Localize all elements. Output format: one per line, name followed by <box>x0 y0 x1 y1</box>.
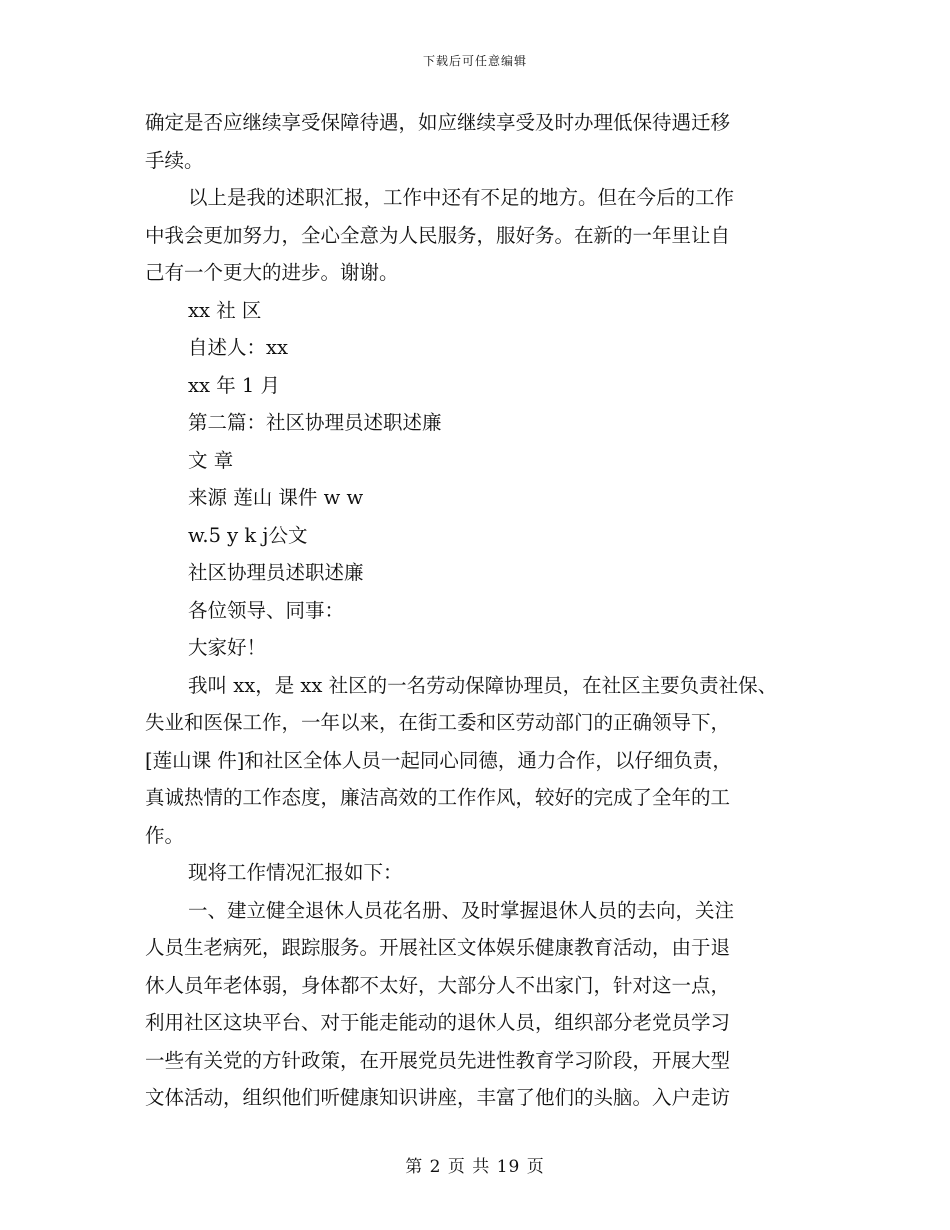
page-footer: 第 2 页 共 19 页 <box>405 1157 545 1177</box>
text-line: 一、建立健全退休人员花名册、及时掌握退休人员的去向，关注 <box>188 898 735 922</box>
text-line: xx 年 1 月 <box>188 373 280 397</box>
text-line: 一些有关党的方针政策，在开展党员先进性教育学习阶段，开展大型 <box>145 1048 731 1072</box>
text-line: 休人员年老体弱，身体都不太好，大部分人不出家门，针对这一点， <box>145 973 731 997</box>
text-line: 来源 莲山 课件 w w <box>188 486 364 509</box>
text-line: 己有一个更大的进步。谢谢。 <box>145 261 399 284</box>
text-line: 社区协理员述职述廉 <box>188 561 364 584</box>
text-line: [莲山课 件]和社区全体人员一起同心同德，通力合作，以仔细负责， <box>145 748 732 772</box>
text-line: 人员生老病死，跟踪服务。开展社区文体娱乐健康教育活动，由于退 <box>145 936 731 959</box>
text-line: 中我会更加努力，全心全意为人民服务，服好务。在新的一年里让自 <box>145 223 731 247</box>
text-line: 文体活动，组织他们听健康知识讲座，丰富了他们的头脑。入户走访 <box>145 1086 731 1109</box>
text-line: 自述人：xx <box>188 336 288 359</box>
text-line: 作。 <box>145 823 185 847</box>
text-line: 大家好！ <box>188 636 267 659</box>
document-body <box>145 104 845 1117</box>
page-header: 下载后可任意编辑 <box>422 54 527 68</box>
text-line: 各位领导、同事： <box>188 598 345 622</box>
text-line: 利用社区这块平台、对于能走能动的退休人员，组织部分老党员学习 <box>145 1011 731 1034</box>
text-line: 确定是否应继续享受保障待遇，如应继续享受及时办理低保待遇迁移 <box>145 111 731 134</box>
text-line: xx 社 区 <box>188 298 262 322</box>
text-line: w.5 y k j公文 <box>188 523 308 547</box>
text-line: 失业和医保工作，一年以来，在街工委和区劳动部门的正确领导下， <box>145 711 731 734</box>
text-line: 我叫 xx，是 xx 社区的一名劳动保障协理员，在社区主要负责社保、 <box>188 673 778 697</box>
text-line: 文 章 <box>188 448 234 472</box>
text-line: 以上是我的述职汇报，工作中还有不足的地方。但在今后的工作 <box>188 186 735 209</box>
text-line: 手续。 <box>145 148 204 172</box>
text-line: 现将工作情况汇报如下： <box>188 861 403 884</box>
section-title: 第二篇：社区协理员述职述廉 <box>188 411 442 434</box>
text-line: 真诚热情的工作态度，廉洁高效的工作作风，较好的完成了全年的工 <box>145 786 731 809</box>
